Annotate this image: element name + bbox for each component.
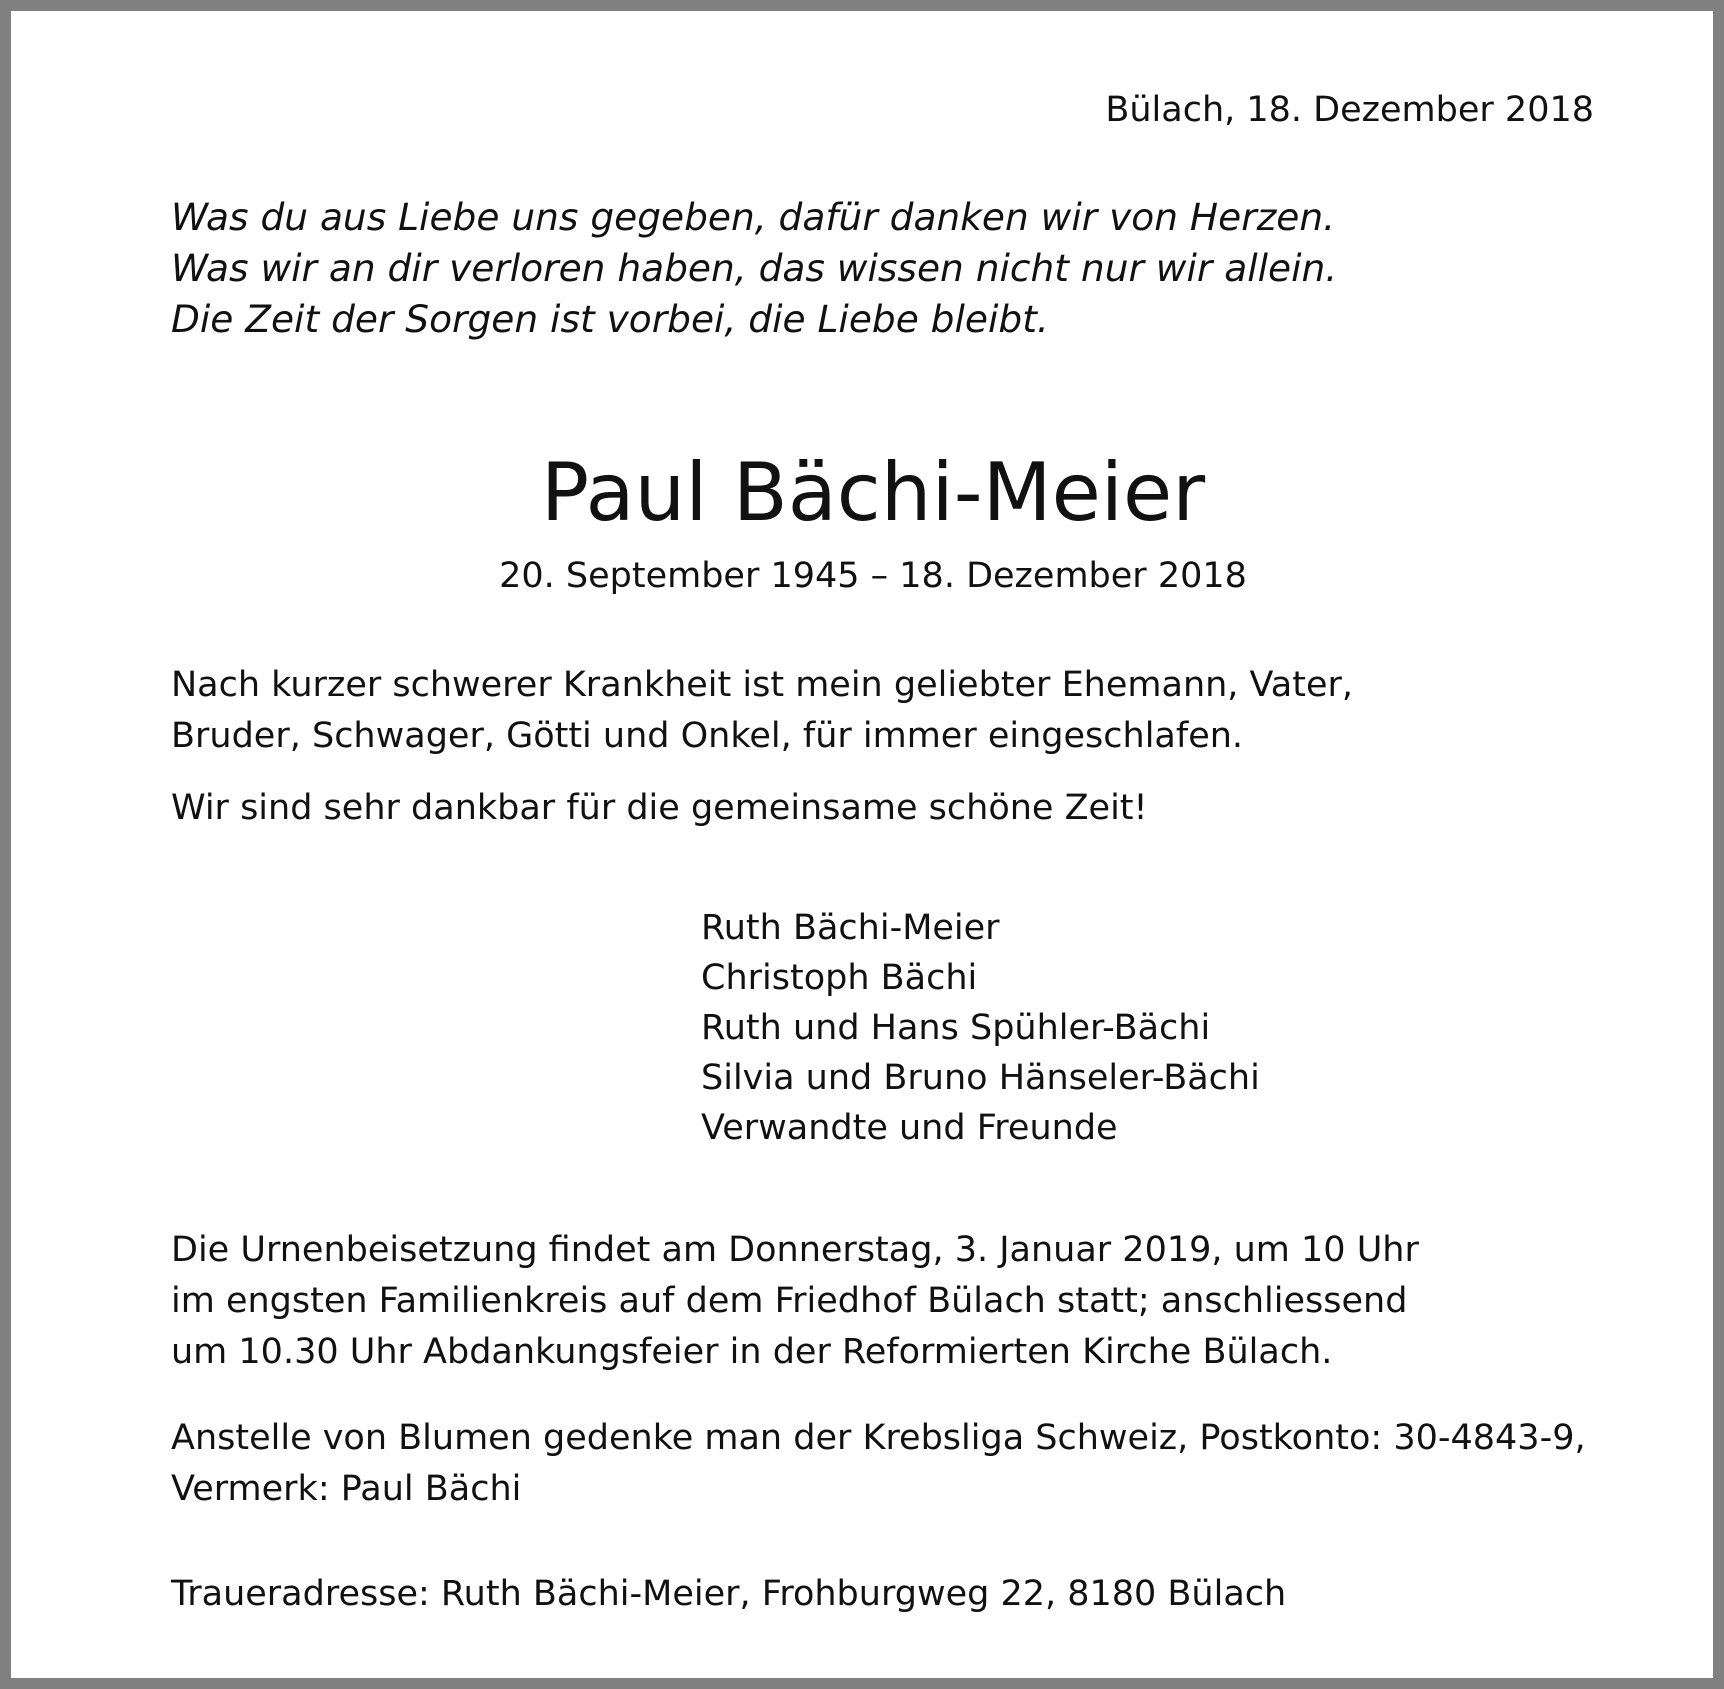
mourners-list bbox=[701, 908, 1260, 1161]
ceremony-line: um 10.30 Uhr Abdankungsfeier in der Reformierten Kirche Bülach. bbox=[171, 1332, 1333, 1372]
donation-line: Vermerk: Paul Bächi bbox=[171, 1469, 522, 1509]
mourner-name: Verwandte und Freunde bbox=[701, 1108, 1118, 1148]
announcement-line: Nach kurzer schwerer Krankheit ist mein geliebter Ehemann, Vater, bbox=[171, 665, 1354, 705]
deceased-name: Paul Bächi-Meier bbox=[540, 446, 1206, 539]
ceremony-line: im engsten Familienkreis auf dem Friedhof Bülach statt; anschliessend bbox=[171, 1281, 1408, 1321]
mourner-name: Ruth Bächi-Meier bbox=[701, 908, 1000, 948]
quote-line: Die Zeit der Sorgen ist vorbei, die Liebe bleibt. bbox=[171, 297, 1049, 341]
memorial-quote bbox=[171, 195, 1338, 352]
mourning-address: Traueradresse: Ruth Bächi-Meier, Frohburgweg 22, 8180 Bülach bbox=[171, 1574, 1287, 1614]
announcement-line: Bruder, Schwager, Götti und Onkel, für immer eingeschlafen. bbox=[171, 716, 1244, 756]
donation-note bbox=[171, 1418, 1586, 1523]
quote-line: Was wir an dir verloren haben, das wissen nicht nur wir allein. bbox=[171, 246, 1338, 290]
ceremony-line: Die Urnenbeisetzung findet am Donnerstag, 3. Januar 2019, um 10 Uhr bbox=[171, 1230, 1419, 1270]
donation-line: Anstelle von Blumen gedenke man der Krebsliga Schweiz, Postkonto: 30-4843-9, bbox=[171, 1418, 1586, 1458]
ceremony-details bbox=[171, 1230, 1419, 1386]
gratitude-text: Wir sind sehr dankbar für die gemeinsame schöne Zeit! bbox=[171, 788, 1148, 828]
deceased-lifespan: 20. September 1945 – 18. Dezember 2018 bbox=[499, 556, 1247, 596]
quote-line: Was du aus Liebe uns gegeben, dafür danken wir von Herzen. bbox=[171, 195, 1336, 239]
mourner-name: Silvia und Bruno Hänseler-Bächi bbox=[701, 1058, 1260, 1098]
place-date: Bülach, 18. Dezember 2018 bbox=[1105, 90, 1594, 130]
announcement-text bbox=[171, 665, 1354, 770]
mourner-name: Ruth und Hans Spühler-Bächi bbox=[701, 1008, 1211, 1048]
mourner-name: Christoph Bächi bbox=[701, 958, 978, 998]
